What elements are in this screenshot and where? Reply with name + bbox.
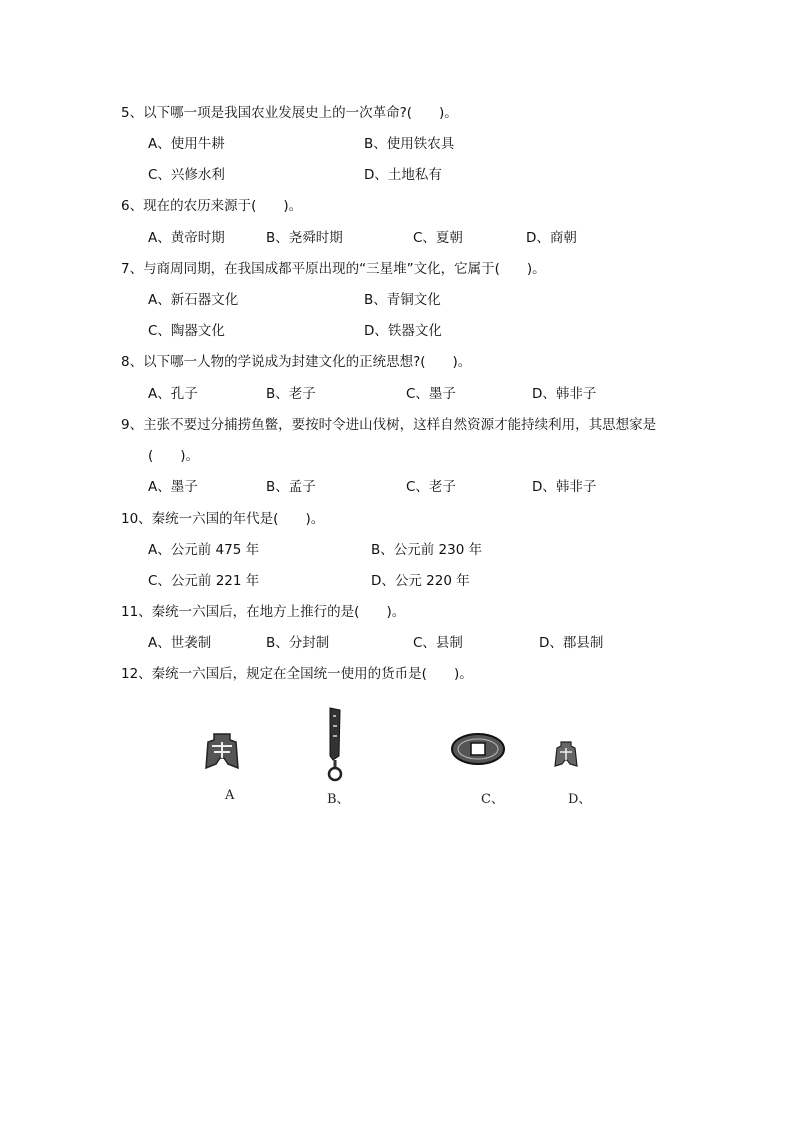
question-9-stem: 9、主张不要过分捕捞鱼鳖，要按时令进山伐树，这样自然资源才能持续利用，其思想家是: [121, 417, 657, 433]
question-8-option-a[interactable]: A、孔子: [148, 386, 198, 402]
question-9-option-c[interactable]: C、老子: [406, 479, 456, 495]
question-10-option-b[interactable]: B、公元前 230 年: [371, 542, 483, 558]
question-7-option-d[interactable]: D、铁器文化: [364, 323, 442, 339]
question-6-option-a[interactable]: A、黄帝时期: [148, 230, 225, 246]
question-5-stem: 5、以下哪一项是我国农业发展史上的一次革命?( )。: [121, 105, 458, 121]
question-5-option-b[interactable]: B、使用铁农具: [364, 136, 455, 152]
question-6-option-d[interactable]: D、商朝: [526, 230, 577, 246]
question-8-option-b[interactable]: B、老子: [266, 386, 316, 402]
knife-coin-image[interactable]: [320, 706, 350, 782]
question-11-option-c[interactable]: C、县制: [413, 635, 463, 651]
question-6-stem: 6、现在的农历来源于( )。: [121, 198, 303, 214]
question-8-option-c[interactable]: C、墨子: [406, 386, 456, 402]
question-11-option-d[interactable]: D、郡县制: [539, 635, 604, 651]
question-9-option-d[interactable]: D、韩非子: [532, 479, 597, 495]
question-10-option-a[interactable]: A、公元前 475 年: [148, 542, 260, 558]
coin-options-figure: [195, 700, 615, 810]
question-10-option-d[interactable]: D、公元 220 年: [371, 573, 470, 589]
spade-coin-image[interactable]: [200, 730, 244, 774]
question-11-option-a[interactable]: A、世袭制: [148, 635, 212, 651]
question-5-option-a[interactable]: A、使用牛耕: [148, 136, 225, 152]
question-6-option-c[interactable]: C、夏朝: [413, 230, 463, 246]
coin-label-b: B、: [327, 792, 350, 807]
question-12-stem: 12、秦统一六国后，规定在全国统一使用的货币是( )。: [121, 666, 473, 682]
question-11-stem: 11、秦统一六国后，在地方上推行的是( )。: [121, 604, 406, 620]
question-7-option-a[interactable]: A、新石器文化: [148, 292, 239, 308]
question-6-option-b[interactable]: B、尧舜时期: [266, 230, 343, 246]
small-spade-coin-image[interactable]: [552, 740, 580, 770]
question-10-stem: 10、秦统一六国的年代是( )。: [121, 511, 325, 527]
coin-label-d: D、: [568, 792, 592, 807]
coin-label-a: A: [225, 788, 235, 803]
question-9-option-a[interactable]: A、墨子: [148, 479, 198, 495]
question-5-option-c[interactable]: C、兴修水利: [148, 167, 225, 183]
question-7-stem: 7、与商周同期，在我国成都平原出现的“三星堆”文化，它属于( )。: [121, 261, 546, 277]
question-8-stem: 8、以下哪一人物的学说成为封建文化的正统思想?( )。: [121, 354, 472, 370]
question-7-option-b[interactable]: B、青铜文化: [364, 292, 441, 308]
question-9-stem-continued: ( )。: [148, 448, 200, 464]
question-7-option-c[interactable]: C、陶器文化: [148, 323, 225, 339]
question-10-option-c[interactable]: C、公元前 221 年: [148, 573, 260, 589]
question-9-option-b[interactable]: B、孟子: [266, 479, 316, 495]
question-8-option-d[interactable]: D、韩非子: [532, 386, 597, 402]
question-11-option-b[interactable]: B、分封制: [266, 635, 330, 651]
question-5-option-d[interactable]: D、土地私有: [364, 167, 442, 183]
coin-label-c: C、: [481, 792, 504, 807]
round-coin-image[interactable]: [450, 732, 506, 766]
